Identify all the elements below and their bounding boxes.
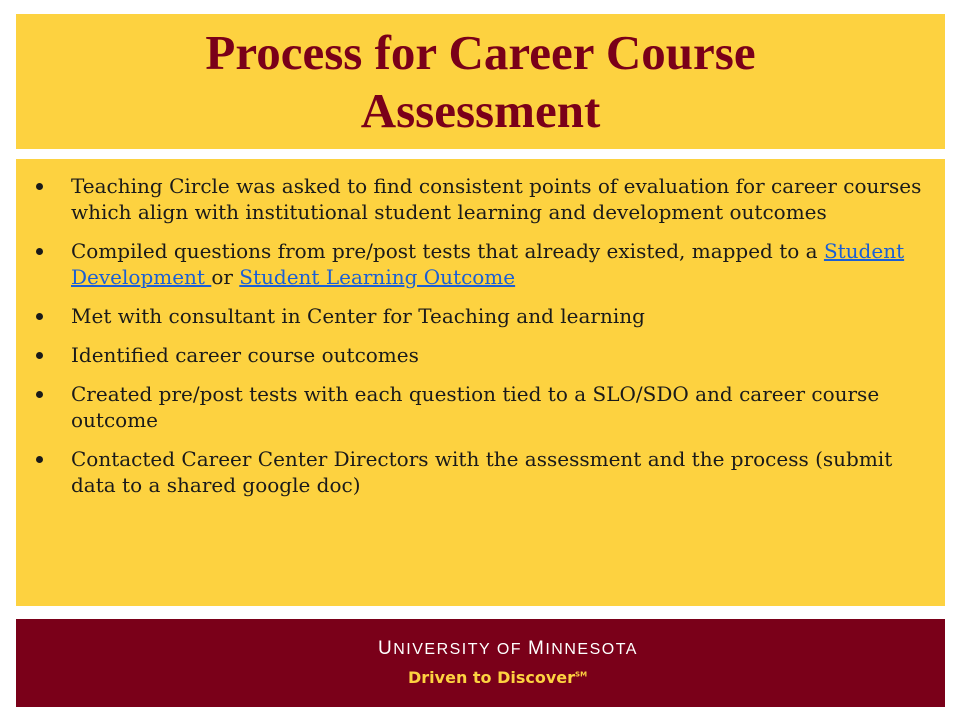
tagline: Driven to Discover℠ <box>408 668 588 687</box>
bullet-dot-icon <box>36 456 43 463</box>
university-logo <box>378 638 638 687</box>
bullet-dot-icon <box>36 313 43 320</box>
bullet-item <box>16 342 935 368</box>
bullet-dot-icon <box>36 248 43 255</box>
bullet-text: Created pre/post tests with each question tied to a SLO/SDO and career course outcome <box>71 382 880 432</box>
bullet-text: or <box>211 265 240 289</box>
content-panel <box>16 159 945 606</box>
bullet-text: Identified career course outcomes <box>71 343 419 367</box>
bullet-item <box>16 446 935 498</box>
title-panel <box>16 14 945 149</box>
bullet-text: Teaching Circle was asked to find consistent points of evaluation for career courses which align with institutional student learning and development outcomes <box>71 174 922 224</box>
bullet-text: Compiled questions from pre/post tests that already existed, mapped to a <box>71 239 824 263</box>
slide-title-line-1: Process for Career Course <box>205 24 756 80</box>
bullet-item <box>16 381 935 433</box>
footer-banner <box>16 619 945 707</box>
bullet-item <box>16 303 935 329</box>
bullet-list <box>16 173 935 498</box>
university-wordmark: UNIVERSITY OF MINNESOTA <box>378 638 638 659</box>
bullet-text: Met with consultant in Center for Teaching and learning <box>71 304 645 328</box>
service-mark: SM <box>575 670 588 679</box>
bullet-dot-icon <box>36 183 43 190</box>
student-development-link[interactable]: Student Development <box>71 239 905 289</box>
bullet-dot-icon <box>36 352 43 359</box>
bullet-item <box>16 238 935 290</box>
bullet-text: Contacted Career Center Directors with the assessment and the process (submit data to a shared google doc) <box>71 447 893 497</box>
bullet-dot-icon <box>36 391 43 398</box>
student-learning-outcome-link[interactable]: Student Learning Outcome <box>239 265 516 289</box>
bullet-item <box>16 173 935 225</box>
slide-title-line-2: Assessment <box>360 82 601 138</box>
